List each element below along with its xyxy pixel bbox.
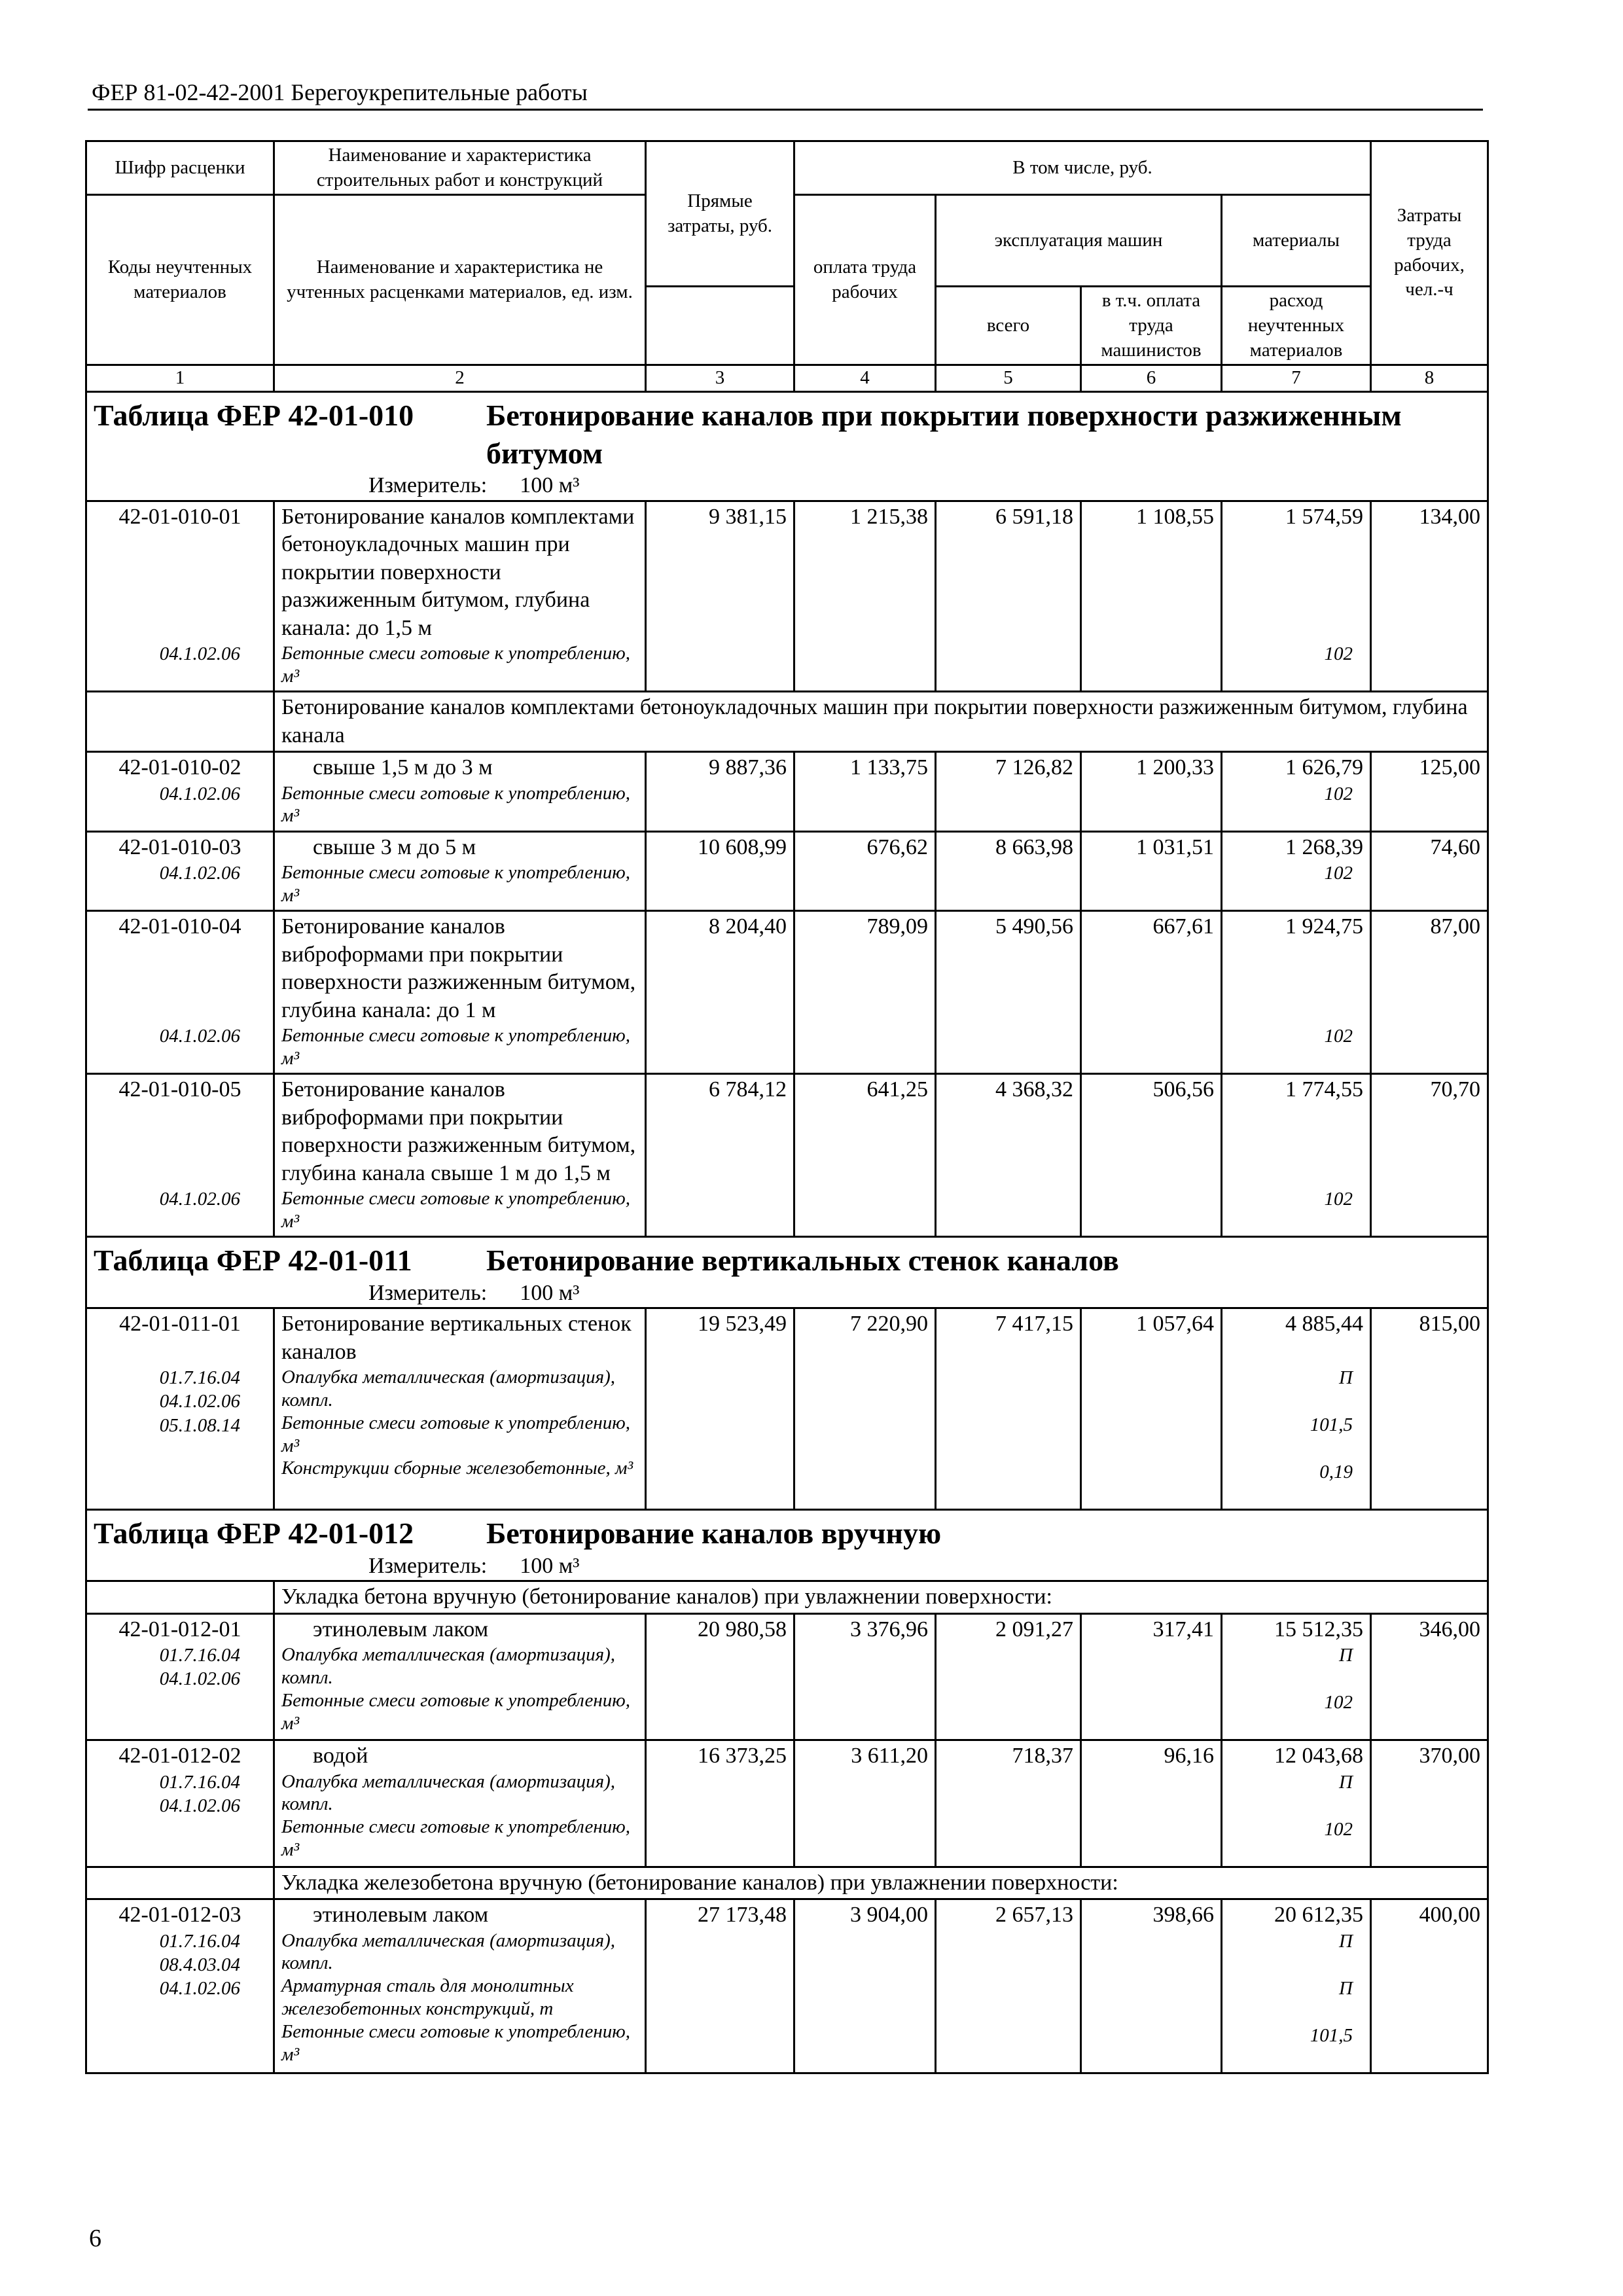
section-header (86, 392, 1488, 501)
table-row (86, 831, 1488, 911)
meter-value: 100 м³ (520, 473, 580, 498)
meter-label: Измеритель: (368, 1553, 488, 1578)
rate-code: 42-01-011-01 (119, 1312, 241, 1336)
material-value: П (1339, 1930, 1353, 1952)
section-header-row (86, 1510, 1488, 1581)
materials-cell (1222, 911, 1371, 1074)
material-code: 04.1.02.06 (159, 1668, 240, 1690)
rate-code-cell (86, 752, 274, 832)
material-code: 05.1.08.14 (159, 1414, 240, 1436)
material-code: 01.7.16.04 (159, 1930, 240, 1952)
value-labor: 7 220,90 (794, 1308, 936, 1510)
rate-code: 42-01-012-02 (118, 1744, 241, 1768)
material-code: 08.4.03.04 (159, 1954, 240, 1975)
material-code: 04.1.02.06 (159, 1391, 240, 1412)
section-header (86, 1510, 1488, 1581)
rates-table (85, 140, 1489, 2074)
material-name: Бетонные смеси готовые к употреблению, м³ (281, 1689, 630, 1734)
col-name-bottom: Наименование и характеристика не учтенных расценками материалов, ед. изм. (274, 195, 646, 365)
section-meter (94, 1552, 1480, 1581)
section-title: Бетонирование вертикальных стенок каналов (486, 1244, 1119, 1278)
value-direct: 6 784,12 (646, 1074, 794, 1237)
table-row (86, 1613, 1488, 1740)
col-num: 1 (86, 365, 274, 392)
rate-name-cell (274, 1613, 646, 1740)
material-value: 102 (1324, 1026, 1353, 1047)
rate-name: Бетонирование вертикальных стенок каналов (281, 1312, 632, 1364)
col-num: 7 (1222, 365, 1371, 392)
value-mach: 5 490,56 (936, 911, 1081, 1074)
rate-name: Бетонирование каналов комплектами бетоноукладочных машин при покрытии поверхности разжиженным битумом, глубина канала: до 1,5 м (281, 504, 635, 640)
value-hours: 134,00 (1371, 501, 1488, 692)
title-rule (88, 109, 1483, 111)
value-mach_labor: 398,66 (1081, 1899, 1222, 2073)
value-hours: 125,00 (1371, 752, 1488, 832)
material-name: Бетонные смеси готовые к употреблению, м³ (281, 643, 630, 687)
material-code: 04.1.02.06 (159, 1978, 240, 2000)
value-direct: 20 980,58 (646, 1613, 794, 1740)
material-name: Бетонные смеси готовые к употреблению, м³ (281, 782, 630, 827)
table-row (86, 1308, 1488, 1510)
value-mat: 1 574,59 (1285, 504, 1363, 529)
material-name: Опалубка металлическая (амортизация), компл. (281, 1929, 616, 1974)
table-row (86, 1740, 1488, 1867)
col-machines: эксплуатация машин (936, 195, 1222, 287)
value-direct: 27 173,48 (646, 1899, 794, 2073)
value-mach: 2 091,27 (936, 1613, 1081, 1740)
material-value: П (1339, 1645, 1353, 1666)
table-header (86, 141, 1488, 392)
meter-value: 100 м³ (520, 1553, 580, 1578)
material-name: Опалубка металлическая (амортизация), компл. (281, 1367, 616, 1410)
col-num: 8 (1371, 365, 1488, 392)
material-code: 04.1.02.06 (159, 1026, 240, 1047)
col-code-top: Шифр расценки (86, 141, 274, 195)
material-value: П (1339, 1367, 1353, 1389)
value-mach: 8 663,98 (936, 831, 1081, 911)
section-header (86, 1237, 1488, 1308)
meter-value: 100 м³ (520, 1280, 580, 1305)
col-name-top: Наименование и характеристика строительных работ и конструкций (274, 141, 646, 195)
materials-cell (1222, 1899, 1371, 2073)
rate-code-cell (86, 1074, 274, 1237)
value-mach_labor: 1 200,33 (1081, 752, 1222, 832)
material-value: 101,5 (1310, 2024, 1353, 2046)
rate-code-cell (86, 1740, 274, 1867)
value-direct: 16 373,25 (646, 1740, 794, 1867)
rate-code: 42-01-010-04 (118, 914, 241, 939)
value-mach: 6 591,18 (936, 501, 1081, 692)
rate-name-cell (274, 911, 646, 1074)
material-value: 102 (1324, 1818, 1353, 1840)
value-mach_labor: 1 108,55 (1081, 501, 1222, 692)
rate-name-cell (274, 1308, 646, 1510)
material-name: Бетонные смеси готовые к употреблению, м³ (281, 1412, 630, 1456)
materials-cell (1222, 831, 1371, 911)
group-label: Бетонирование каналов комплектами бетоноукладочных машин при покрытии поверхности разжиженным битумом, глубина канала (274, 692, 1488, 752)
value-mat: 12 043,68 (1274, 1744, 1363, 1768)
materials-cell (1222, 1074, 1371, 1237)
rate-name: этинолевым лаком (313, 1617, 489, 1641)
rate-code-cell (86, 911, 274, 1074)
group-code-cell (86, 1867, 274, 1899)
group-row (86, 1581, 1488, 1614)
value-mach: 718,37 (936, 1740, 1081, 1867)
section-title: Бетонирование каналов вручную (486, 1516, 942, 1551)
value-hours: 400,00 (1371, 1899, 1488, 2073)
col-machines-labor: в т.ч. оплата труда машинистов (1081, 287, 1222, 365)
value-labor: 676,62 (794, 831, 936, 911)
value-mach_labor: 506,56 (1081, 1074, 1222, 1237)
table-row (86, 501, 1488, 692)
material-code: 01.7.16.04 (159, 1645, 240, 1666)
value-mach: 7 417,15 (936, 1308, 1081, 1510)
material-name: Бетонные смеси готовые к употреблению, м³ (281, 1188, 630, 1232)
materials-cell (1222, 752, 1371, 832)
rate-name-cell (274, 831, 646, 911)
value-hours: 370,00 (1371, 1740, 1488, 1867)
table-row (86, 752, 1488, 832)
section-title: Бетонирование каналов при покрытии поверхности разжиженным битумом (486, 399, 1402, 470)
material-name: Опалубка металлическая (амортизация), компл. (281, 1644, 616, 1688)
value-labor: 3 611,20 (794, 1740, 936, 1867)
rate-name-cell (274, 1074, 646, 1237)
col-materials: материалы (1222, 195, 1371, 287)
material-code: 01.7.16.04 (159, 1367, 240, 1389)
value-labor: 789,09 (794, 911, 936, 1074)
document-title: ФЕР 81-02-42-2001 Берегоукрепительные работы (92, 79, 588, 105)
value-mach_labor: 667,61 (1081, 911, 1222, 1074)
materials-cell (1222, 501, 1371, 692)
rate-name-cell (274, 1899, 646, 2073)
value-hours: 87,00 (1371, 911, 1488, 1074)
section-header-row (86, 1237, 1488, 1308)
material-value: 101,5 (1310, 1414, 1353, 1436)
table-body (86, 392, 1488, 2073)
section-number: Таблица ФЕР 42-01-011 (94, 1244, 412, 1278)
section-meter (94, 472, 1480, 500)
rate-name: этинолевым лаком (313, 1903, 489, 1928)
material-code: 04.1.02.06 (159, 783, 240, 804)
col-num: 2 (274, 365, 646, 392)
rate-code: 42-01-012-03 (118, 1903, 241, 1928)
section-meter (94, 1280, 1480, 1308)
group-label: Укладка бетона вручную (бетонирование каналов) при увлажнении поверхности: (274, 1581, 1488, 1614)
materials-cell (1222, 1740, 1371, 1867)
value-mach_labor: 1 057,64 (1081, 1308, 1222, 1510)
material-value: 0,19 (1319, 1462, 1353, 1483)
value-mach_labor: 317,41 (1081, 1613, 1222, 1740)
value-hours: 815,00 (1371, 1308, 1488, 1510)
table-row (86, 1899, 1488, 2073)
group-code-cell (86, 692, 274, 752)
material-value: 102 (1324, 863, 1353, 884)
value-direct: 9 887,36 (646, 752, 794, 832)
col-num: 3 (646, 365, 794, 392)
meter-label: Измеритель: (368, 473, 488, 498)
rate-code-cell (86, 831, 274, 911)
rate-name: Бетонирование каналов виброформами при покрытии поверхности разжиженным битумом, глубина канала: до 1 м (281, 914, 636, 1022)
rate-name-cell (274, 501, 646, 692)
rate-code: 42-01-010-03 (118, 834, 241, 859)
material-value: 102 (1324, 1692, 1353, 1713)
rate-code-cell (86, 1899, 274, 2073)
rate-name: Бетонирование каналов виброформами при покрытии поверхности разжиженным битумом, глубина канала свыше 1 м до 1,5 м (281, 1077, 636, 1185)
table-row (86, 1074, 1488, 1237)
col-labor-cost: Затраты труда рабочих, чел.-ч (1371, 141, 1488, 365)
value-mach_labor: 96,16 (1081, 1740, 1222, 1867)
col-blank (646, 287, 794, 365)
section-number: Таблица ФЕР 42-01-012 (94, 1516, 414, 1551)
value-mach: 4 368,32 (936, 1074, 1081, 1237)
value-mach: 2 657,13 (936, 1899, 1081, 2073)
value-mach: 7 126,82 (936, 752, 1081, 832)
page-number: 6 (89, 2225, 101, 2252)
value-direct: 19 523,49 (646, 1308, 794, 1510)
material-code: 04.1.02.06 (159, 643, 240, 665)
col-direct: Прямые затраты, руб. (646, 141, 794, 287)
rate-name: свыше 3 м до 5 м (313, 834, 476, 859)
material-name: Арматурная сталь для монолитных железобетонных конструкций, т (281, 1975, 574, 2020)
value-hours: 70,70 (1371, 1074, 1488, 1237)
material-code: 04.1.02.06 (159, 1189, 240, 1210)
group-row (86, 1867, 1488, 1899)
rate-code-cell (86, 1308, 274, 1510)
value-mat: 15 512,35 (1274, 1617, 1363, 1641)
rate-code: 42-01-010-05 (118, 1077, 241, 1102)
material-value: П (1339, 1771, 1353, 1793)
column-numbers-row (86, 365, 1488, 392)
rate-name: водой (313, 1744, 368, 1768)
col-machines-total: всего (936, 287, 1081, 365)
value-mat: 1 924,75 (1285, 914, 1363, 939)
material-code: 01.7.16.04 (159, 1771, 240, 1793)
value-labor: 1 133,75 (794, 752, 936, 832)
rate-code-cell (86, 501, 274, 692)
material-name: Опалубка металлическая (амортизация), компл. (281, 1770, 616, 1815)
value-hours: 74,60 (1371, 831, 1488, 911)
group-row (86, 692, 1488, 752)
table-row (86, 911, 1488, 1074)
value-labor: 3 904,00 (794, 1899, 936, 2073)
meter-label: Измеритель: (368, 1280, 488, 1305)
col-incl: В том числе, руб. (794, 141, 1371, 195)
material-name: Бетонные смеси готовые к употреблению, м³ (281, 862, 630, 906)
material-value: 102 (1324, 643, 1353, 665)
col-labor-pay: оплата труда рабочих (794, 195, 936, 365)
value-mat: 1 268,39 (1285, 834, 1363, 859)
rate-name-cell (274, 1740, 646, 1867)
col-code-bottom: Коды неучтенных материалов (86, 195, 274, 365)
col-num: 5 (936, 365, 1081, 392)
material-value: 102 (1324, 783, 1353, 804)
value-mat: 1 774,55 (1285, 1077, 1363, 1102)
rate-name: свыше 1,5 м до 3 м (313, 755, 493, 780)
value-mat: 20 612,35 (1274, 1903, 1363, 1928)
col-materials-sub: расход неучтенных материалов (1222, 287, 1371, 365)
col-num: 6 (1081, 365, 1222, 392)
value-labor: 1 215,38 (794, 501, 936, 692)
rate-code: 42-01-010-02 (118, 755, 241, 780)
col-num: 4 (794, 365, 936, 392)
value-direct: 9 381,15 (646, 501, 794, 692)
section-header-row (86, 392, 1488, 501)
group-label: Укладка железобетона вручную (бетонирование каналов) при увлажнении поверхности: (274, 1867, 1488, 1899)
material-name: Бетонные смеси готовые к употреблению, м³ (281, 1816, 630, 1861)
material-value: П (1339, 1977, 1353, 1999)
value-mach_labor: 1 031,51 (1081, 831, 1222, 911)
value-mat: 1 626,79 (1285, 755, 1363, 780)
material-name: Бетонные смеси готовые к употреблению, м³ (281, 2020, 630, 2065)
value-labor: 641,25 (794, 1074, 936, 1237)
materials-cell (1222, 1308, 1371, 1510)
rate-name-cell (274, 752, 646, 832)
material-name: Бетонные смеси готовые к употреблению, м³ (281, 1025, 630, 1069)
value-direct: 10 608,99 (646, 831, 794, 911)
value-mat: 4 885,44 (1285, 1312, 1363, 1336)
material-code: 04.1.02.06 (159, 1795, 240, 1816)
rate-code-cell (86, 1613, 274, 1740)
section-number: Таблица ФЕР 42-01-010 (94, 399, 414, 433)
material-value: 102 (1324, 1189, 1353, 1210)
group-code-cell (86, 1581, 274, 1614)
rate-code: 42-01-012-01 (118, 1617, 241, 1641)
value-labor: 3 376,96 (794, 1613, 936, 1740)
material-code: 04.1.02.06 (159, 863, 240, 884)
value-direct: 8 204,40 (646, 911, 794, 1074)
material-name: Конструкции сборные железобетонные, м³ (281, 1458, 633, 1479)
value-hours: 346,00 (1371, 1613, 1488, 1740)
rate-code: 42-01-010-01 (118, 504, 241, 529)
materials-cell (1222, 1613, 1371, 1740)
